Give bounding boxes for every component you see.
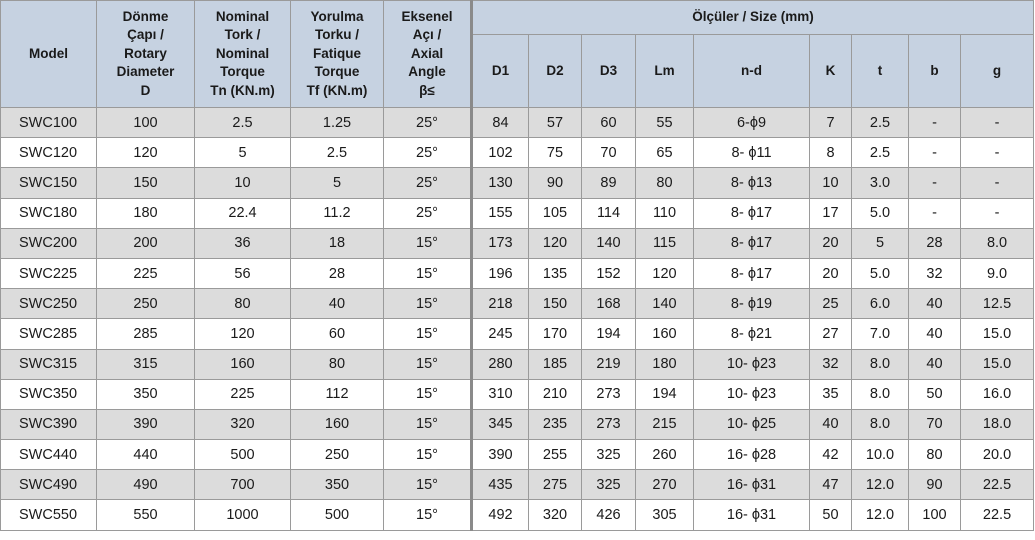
cell-d1: 310 (472, 379, 529, 409)
cell-n-d: 8- ϕ17 (694, 198, 810, 228)
cell-model: SWC250 (1, 289, 97, 319)
cell-n-d: 10- ϕ23 (694, 349, 810, 379)
cell-model: SWC120 (1, 138, 97, 168)
cell-d1: 390 (472, 440, 529, 470)
cell-axial-angle: 15° (384, 409, 472, 439)
cell-d1: 196 (472, 258, 529, 288)
cell-lm: 55 (636, 108, 694, 138)
cell-model: SWC100 (1, 108, 97, 138)
cell-g: 22.5 (961, 500, 1034, 530)
cell-g: 16.0 (961, 379, 1034, 409)
cell-d2: 275 (529, 470, 582, 500)
cell-n-d: 8- ϕ11 (694, 138, 810, 168)
cell-n-d: 10- ϕ23 (694, 379, 810, 409)
cell-d1: 130 (472, 168, 529, 198)
cell-k: 42 (810, 440, 852, 470)
cell-g: 15.0 (961, 349, 1034, 379)
cell-rotary-diameter: 100 (97, 108, 195, 138)
cell-lm: 160 (636, 319, 694, 349)
table-row (1, 168, 1034, 198)
cell-nominal-torque: 1000 (195, 500, 291, 530)
cell-n-d: 8- ϕ19 (694, 289, 810, 319)
cell-model: SWC440 (1, 440, 97, 470)
cell-b: - (909, 198, 961, 228)
cell-g: 8.0 (961, 228, 1034, 258)
cell-rotary-diameter: 200 (97, 228, 195, 258)
cell-t: 8.0 (852, 349, 909, 379)
cell-fatigue-torque: 60 (291, 319, 384, 349)
cell-axial-angle: 25° (384, 198, 472, 228)
cell-nominal-torque: 10 (195, 168, 291, 198)
cell-k: 7 (810, 108, 852, 138)
cell-rotary-diameter: 285 (97, 319, 195, 349)
cell-d1: 345 (472, 409, 529, 439)
table-row (1, 409, 1034, 439)
cell-d3: 219 (582, 349, 636, 379)
cell-lm: 215 (636, 409, 694, 439)
cell-t: 5.0 (852, 258, 909, 288)
cell-d2: 210 (529, 379, 582, 409)
cell-d3: 89 (582, 168, 636, 198)
header-nominal-torque: Nominal Tork / Nominal Torque Tn (KN.m) (195, 1, 291, 108)
cell-b: 80 (909, 440, 961, 470)
cell-model: SWC180 (1, 198, 97, 228)
cell-b: 28 (909, 228, 961, 258)
cell-k: 50 (810, 500, 852, 530)
cell-b: 90 (909, 470, 961, 500)
cell-t: 8.0 (852, 379, 909, 409)
cell-lm: 80 (636, 168, 694, 198)
cell-d1: 173 (472, 228, 529, 258)
cell-nominal-torque: 56 (195, 258, 291, 288)
cell-d3: 426 (582, 500, 636, 530)
cell-model: SWC225 (1, 258, 97, 288)
cell-k: 20 (810, 258, 852, 288)
cell-fatigue-torque: 5 (291, 168, 384, 198)
cell-axial-angle: 25° (384, 138, 472, 168)
cell-axial-angle: 15° (384, 289, 472, 319)
cell-fatigue-torque: 112 (291, 379, 384, 409)
header-rotary-diameter: Dönme Çapı / Rotary Diameter D (97, 1, 195, 108)
cell-nominal-torque: 120 (195, 319, 291, 349)
header-g: g (961, 35, 1034, 108)
cell-model: SWC550 (1, 500, 97, 530)
cell-g: 20.0 (961, 440, 1034, 470)
table-row (1, 319, 1034, 349)
header-k: K (810, 35, 852, 108)
cell-nominal-torque: 160 (195, 349, 291, 379)
cell-n-d: 6-ϕ9 (694, 108, 810, 138)
cell-d2: 105 (529, 198, 582, 228)
cell-d2: 135 (529, 258, 582, 288)
cell-t: 2.5 (852, 108, 909, 138)
cell-k: 20 (810, 228, 852, 258)
cell-d3: 60 (582, 108, 636, 138)
header-axial-angle: Eksenel Açı / Axial Angle β≤ (384, 1, 472, 108)
cell-k: 27 (810, 319, 852, 349)
cell-n-d: 10- ϕ25 (694, 409, 810, 439)
cell-g: - (961, 168, 1034, 198)
cell-nominal-torque: 320 (195, 409, 291, 439)
cell-rotary-diameter: 490 (97, 470, 195, 500)
cell-axial-angle: 15° (384, 319, 472, 349)
cell-d2: 320 (529, 500, 582, 530)
cell-axial-angle: 15° (384, 500, 472, 530)
cell-t: 3.0 (852, 168, 909, 198)
cell-d3: 152 (582, 258, 636, 288)
cell-rotary-diameter: 180 (97, 198, 195, 228)
cell-axial-angle: 15° (384, 349, 472, 379)
cell-g: - (961, 108, 1034, 138)
cell-axial-angle: 25° (384, 108, 472, 138)
header-b: b (909, 35, 961, 108)
cell-fatigue-torque: 250 (291, 440, 384, 470)
cell-d2: 235 (529, 409, 582, 439)
header-n-d: n-d (694, 35, 810, 108)
table-header (1, 1, 1034, 108)
cell-g: 9.0 (961, 258, 1034, 288)
cell-t: 5 (852, 228, 909, 258)
cell-b: 100 (909, 500, 961, 530)
cell-d1: 155 (472, 198, 529, 228)
cell-b: 40 (909, 289, 961, 319)
cell-rotary-diameter: 120 (97, 138, 195, 168)
cell-n-d: 8- ϕ17 (694, 228, 810, 258)
cell-g: 15.0 (961, 319, 1034, 349)
cell-fatigue-torque: 80 (291, 349, 384, 379)
cell-model: SWC490 (1, 470, 97, 500)
cell-lm: 180 (636, 349, 694, 379)
header-fatigue-torque: Yorulma Torku / Fatique Torque Tf (KN.m) (291, 1, 384, 108)
cell-d1: 102 (472, 138, 529, 168)
cell-d3: 194 (582, 319, 636, 349)
header-size-group: Ölçüler / Size (mm) (472, 1, 1034, 35)
cell-rotary-diameter: 315 (97, 349, 195, 379)
cell-g: - (961, 138, 1034, 168)
cell-b: 70 (909, 409, 961, 439)
cell-axial-angle: 15° (384, 440, 472, 470)
cell-rotary-diameter: 150 (97, 168, 195, 198)
cell-rotary-diameter: 350 (97, 379, 195, 409)
cell-fatigue-torque: 40 (291, 289, 384, 319)
table-row (1, 349, 1034, 379)
cell-fatigue-torque: 160 (291, 409, 384, 439)
cell-d2: 185 (529, 349, 582, 379)
cell-lm: 194 (636, 379, 694, 409)
cell-nominal-torque: 80 (195, 289, 291, 319)
table-body (1, 108, 1034, 531)
cell-model: SWC200 (1, 228, 97, 258)
cell-d3: 273 (582, 409, 636, 439)
cell-n-d: 8- ϕ13 (694, 168, 810, 198)
cell-lm: 110 (636, 198, 694, 228)
table-row (1, 440, 1034, 470)
cell-fatigue-torque: 350 (291, 470, 384, 500)
cell-d1: 84 (472, 108, 529, 138)
cell-d3: 273 (582, 379, 636, 409)
cell-g: 18.0 (961, 409, 1034, 439)
cell-nominal-torque: 36 (195, 228, 291, 258)
cell-n-d: 16- ϕ31 (694, 470, 810, 500)
cell-d3: 70 (582, 138, 636, 168)
cell-n-d: 8- ϕ21 (694, 319, 810, 349)
cell-d3: 140 (582, 228, 636, 258)
cell-d2: 90 (529, 168, 582, 198)
header-model: Model (1, 1, 97, 108)
cell-axial-angle: 15° (384, 228, 472, 258)
cell-b: 50 (909, 379, 961, 409)
header-d3: D3 (582, 35, 636, 108)
header-d1: D1 (472, 35, 529, 108)
cell-model: SWC315 (1, 349, 97, 379)
cell-axial-angle: 25° (384, 168, 472, 198)
cell-k: 25 (810, 289, 852, 319)
cell-b: - (909, 108, 961, 138)
cell-lm: 120 (636, 258, 694, 288)
cell-fatigue-torque: 11.2 (291, 198, 384, 228)
cell-nominal-torque: 700 (195, 470, 291, 500)
cell-k: 40 (810, 409, 852, 439)
table-row (1, 379, 1034, 409)
cell-d3: 325 (582, 440, 636, 470)
cell-g: 22.5 (961, 470, 1034, 500)
cell-d3: 168 (582, 289, 636, 319)
cell-d3: 325 (582, 470, 636, 500)
table-row (1, 228, 1034, 258)
cell-lm: 65 (636, 138, 694, 168)
cell-t: 8.0 (852, 409, 909, 439)
cell-g: 12.5 (961, 289, 1034, 319)
cell-lm: 140 (636, 289, 694, 319)
cell-n-d: 16- ϕ28 (694, 440, 810, 470)
table-row (1, 470, 1034, 500)
cell-model: SWC350 (1, 379, 97, 409)
cell-rotary-diameter: 250 (97, 289, 195, 319)
cell-fatigue-torque: 2.5 (291, 138, 384, 168)
cell-k: 47 (810, 470, 852, 500)
cell-d1: 218 (472, 289, 529, 319)
cell-d1: 245 (472, 319, 529, 349)
cell-axial-angle: 15° (384, 379, 472, 409)
cell-fatigue-torque: 18 (291, 228, 384, 258)
table-row (1, 198, 1034, 228)
cell-model: SWC285 (1, 319, 97, 349)
cell-fatigue-torque: 28 (291, 258, 384, 288)
cell-d2: 150 (529, 289, 582, 319)
cell-d1: 492 (472, 500, 529, 530)
cell-k: 10 (810, 168, 852, 198)
cell-t: 2.5 (852, 138, 909, 168)
cell-fatigue-torque: 1.25 (291, 108, 384, 138)
cell-t: 7.0 (852, 319, 909, 349)
cell-model: SWC150 (1, 168, 97, 198)
cell-d1: 435 (472, 470, 529, 500)
cell-lm: 115 (636, 228, 694, 258)
cell-k: 35 (810, 379, 852, 409)
cell-n-d: 16- ϕ31 (694, 500, 810, 530)
cell-t: 12.0 (852, 470, 909, 500)
cell-nominal-torque: 225 (195, 379, 291, 409)
cell-model: SWC390 (1, 409, 97, 439)
cell-b: 32 (909, 258, 961, 288)
cell-k: 32 (810, 349, 852, 379)
cell-t: 12.0 (852, 500, 909, 530)
cell-nominal-torque: 22.4 (195, 198, 291, 228)
cell-b: 40 (909, 349, 961, 379)
table-row (1, 258, 1034, 288)
cell-d1: 280 (472, 349, 529, 379)
cell-rotary-diameter: 440 (97, 440, 195, 470)
table-row (1, 138, 1034, 168)
cell-rotary-diameter: 225 (97, 258, 195, 288)
cell-nominal-torque: 500 (195, 440, 291, 470)
cell-d2: 57 (529, 108, 582, 138)
cell-d3: 114 (582, 198, 636, 228)
cell-k: 8 (810, 138, 852, 168)
cell-lm: 260 (636, 440, 694, 470)
cell-k: 17 (810, 198, 852, 228)
cell-g: - (961, 198, 1034, 228)
cell-d2: 255 (529, 440, 582, 470)
header-d2: D2 (529, 35, 582, 108)
cell-fatigue-torque: 500 (291, 500, 384, 530)
cell-t: 6.0 (852, 289, 909, 319)
cell-lm: 270 (636, 470, 694, 500)
cell-rotary-diameter: 390 (97, 409, 195, 439)
table-row (1, 500, 1034, 530)
cell-axial-angle: 15° (384, 470, 472, 500)
cell-b: - (909, 168, 961, 198)
cell-rotary-diameter: 550 (97, 500, 195, 530)
header-lm: Lm (636, 35, 694, 108)
cell-d2: 120 (529, 228, 582, 258)
cell-nominal-torque: 2.5 (195, 108, 291, 138)
cell-n-d: 8- ϕ17 (694, 258, 810, 288)
cell-d2: 170 (529, 319, 582, 349)
table-row (1, 108, 1034, 138)
cell-t: 10.0 (852, 440, 909, 470)
cell-nominal-torque: 5 (195, 138, 291, 168)
cell-axial-angle: 15° (384, 258, 472, 288)
cell-lm: 305 (636, 500, 694, 530)
header-t: t (852, 35, 909, 108)
cell-d2: 75 (529, 138, 582, 168)
table-row (1, 289, 1034, 319)
cell-b: 40 (909, 319, 961, 349)
cell-t: 5.0 (852, 198, 909, 228)
cell-b: - (909, 138, 961, 168)
